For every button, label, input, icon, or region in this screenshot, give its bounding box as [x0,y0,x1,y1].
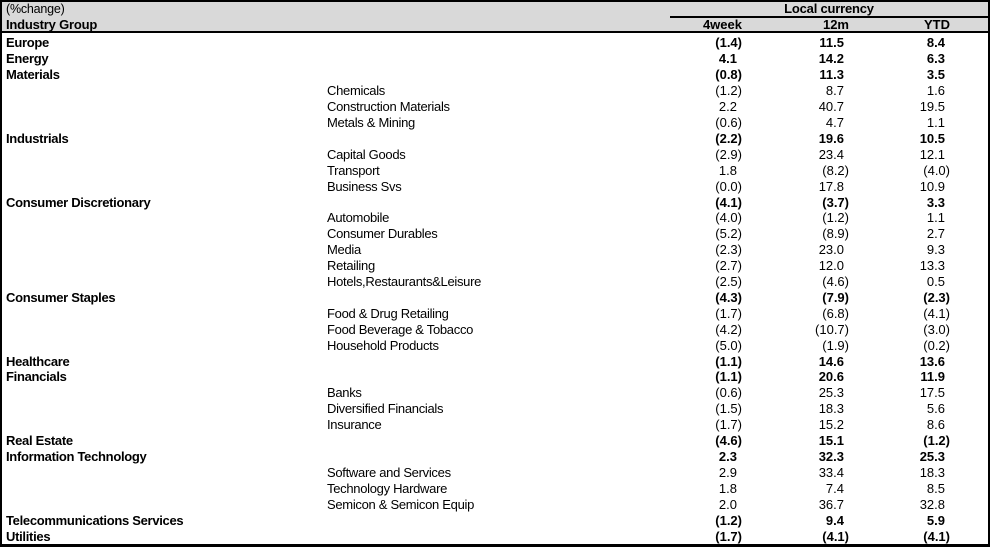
col-12m-cell: (8.9) [822,226,849,242]
col-ytd-cell: (3.0) [923,321,950,337]
col-ytd-cell: (4.1) [923,528,950,544]
table-body [2,35,988,544]
col-ytd-cell: 32.8 [919,496,945,512]
industry-group-cell: Industrials [6,130,69,146]
column-headers [670,18,988,33]
col-ytd-cell: 1.1 [926,114,945,130]
industry-group-header: Industry Group [6,17,98,32]
col-4week-cell: (1.7) [715,528,742,544]
subsector-cell: Consumer Durables [327,226,438,242]
col-ytd-cell: (4.1) [923,305,950,321]
col-ytd-cell: 8.5 [926,480,945,496]
col-ytd-cell: 25.3 [919,449,945,465]
table-row [2,242,988,258]
table-row [2,305,988,321]
col-header-12m: 12m [822,17,849,32]
table-row [2,226,988,242]
table-row [2,274,988,290]
col-ytd-cell: 5.9 [926,512,945,528]
col-ytd-cell: (1.2) [923,433,950,449]
col-4week-cell: (0.8) [715,67,742,83]
col-12m-cell: (7.9) [822,289,849,305]
table-row [2,67,988,83]
col-4week-cell: (0.6) [715,385,742,401]
header-right [670,2,988,31]
col-ytd-cell: 3.5 [926,67,945,83]
col-4week-cell: (5.0) [715,337,742,353]
subsector-cell: Automobile [327,210,390,226]
col-ytd-cell: 0.5 [926,274,945,290]
col-12m-cell: 20.6 [818,369,844,385]
col-12m-cell: 32.3 [818,449,844,465]
col-4week-cell: 2.9 [718,464,737,480]
subsector-cell: Technology Hardware [327,480,448,496]
industry-group-cell: Energy [6,51,49,67]
col-ytd-cell: 5.6 [926,401,945,417]
col-ytd-cell: 8.4 [926,35,945,51]
col-12m-cell: 15.1 [818,433,844,449]
col-4week-cell: 1.8 [718,480,737,496]
subsector-cell: Chemicals [327,83,385,99]
subsector-cell: Transport [327,162,380,178]
table-row [2,417,988,433]
industry-group-cell: Consumer Discretionary [6,194,151,210]
table-row [2,99,988,115]
col-12m-cell: 12.0 [818,258,844,274]
table-row [2,353,988,369]
subsector-cell: Semicon & Semicon Equip [327,496,475,512]
industry-group-cell: Financials [6,369,67,385]
col-12m-cell: (6.8) [822,305,849,321]
col-12m-cell: (10.7) [815,321,849,337]
col-ytd-cell: 3.3 [926,194,945,210]
col-12m-cell: 25.3 [818,385,844,401]
col-12m-cell: 17.8 [818,178,844,194]
subsector-cell: Insurance [327,417,382,433]
industry-group-cell: Real Estate [6,433,73,449]
col-4week-cell: (1.7) [715,417,742,433]
col-4week-cell: (1.1) [715,353,742,369]
col-12m-cell: 14.6 [818,353,844,369]
table-row [2,83,988,99]
col-12m-cell: 19.6 [818,130,844,146]
col-4week-cell: 1.8 [718,162,737,178]
col-4week-cell: (0.6) [715,114,742,130]
col-4week-cell: (1.2) [715,512,742,528]
subsector-cell: Construction Materials [327,99,450,115]
subsector-cell: Food & Drug Retailing [327,305,449,321]
table-row [2,290,988,306]
col-12m-cell: 14.2 [818,51,844,67]
col-12m-cell: 7.4 [825,480,844,496]
col-12m-cell: 33.4 [818,464,844,480]
col-12m-cell: 23.0 [818,242,844,258]
pct-change-label: (%change) [6,2,65,16]
col-ytd-cell: 10.5 [919,130,945,146]
industry-group-cell: Information Technology [6,449,147,465]
subsector-cell: Diversified Financials [327,401,444,417]
col-4week-cell: (4.3) [715,289,742,305]
table-row [2,528,988,544]
col-ytd-cell: 17.5 [919,385,945,401]
col-ytd-cell: 1.1 [926,210,945,226]
subsector-cell: Capital Goods [327,146,406,162]
table-row [2,51,988,67]
table-row [2,449,988,465]
col-ytd-cell: 8.6 [926,417,945,433]
industry-group-cell: Utilities [6,528,51,544]
table-row [2,178,988,194]
industry-group-cell: Healthcare [6,353,70,369]
col-ytd-cell: 9.3 [926,242,945,258]
col-ytd-cell: 11.9 [920,369,945,385]
table-row [2,464,988,480]
industry-group-cell: Consumer Staples [6,289,116,305]
col-12m-cell: 9.4 [825,512,844,528]
subsector-cell: Banks [327,385,362,401]
col-4week-cell: (1.7) [715,305,742,321]
col-12m-cell: (3.7) [822,194,849,210]
table-row [2,194,988,210]
table-row [2,321,988,337]
table-row [2,512,988,528]
col-4week-cell: (4.1) [715,194,742,210]
table-row [2,433,988,449]
table-row [2,496,988,512]
header-spacer [950,18,988,33]
col-header-4week: 4week [702,17,742,32]
table-row [2,115,988,131]
subsector-cell: Food Beverage & Tobacco [327,321,474,337]
col-4week-cell: (1.2) [715,83,742,99]
col-ytd-cell: (0.2) [923,337,950,353]
col-4week-cell: (2.3) [715,242,742,258]
col-12m-cell: (8.2) [822,162,849,178]
col-4week-cell: (4.0) [715,210,742,226]
subsector-cell: Hotels,Restaurants&Leisure [327,274,482,290]
table-row [2,401,988,417]
col-ytd-cell: 18.3 [919,464,945,480]
col-ytd-cell: (4.0) [923,162,950,178]
table-row [2,146,988,162]
local-currency-header: Local currency [670,2,988,18]
col-4week-cell: (4.6) [715,433,742,449]
subsector-cell: Media [327,242,361,258]
industry-group-cell: Telecommunications Services [6,512,184,528]
table-row [2,337,988,353]
col-4week-cell: (2.7) [715,258,742,274]
subsector-cell: Household Products [327,337,439,353]
col-ytd-cell: 12.1 [919,146,945,162]
col-4week-cell: 2.0 [718,496,737,512]
col-ytd-cell: 19.5 [919,99,945,115]
col-4week-cell: (5.2) [715,226,742,242]
col-ytd-cell: 2.7 [926,226,945,242]
col-header-ytd: YTD [924,17,950,32]
col-4week-cell: (2.2) [715,130,742,146]
col-4week-cell: 2.3 [718,449,737,465]
col-4week-cell: (2.9) [715,146,742,162]
table-row [2,162,988,178]
table-row [2,210,988,226]
table-row [2,369,988,385]
col-ytd-cell: 10.9 [919,178,945,194]
table-row [2,480,988,496]
col-4week-cell: (1.1) [715,369,742,385]
table-header [2,2,988,33]
table-row [2,35,988,51]
col-12m-cell: 4.7 [825,114,844,130]
industry-group-cell: Europe [6,35,49,51]
col-12m-cell: (1.9) [822,337,849,353]
header-left [2,2,97,32]
col-12m-cell: 18.3 [818,401,844,417]
col-ytd-cell: 13.6 [919,353,945,369]
col-4week-cell: (4.2) [715,321,742,337]
col-12m-cell: 23.4 [818,146,844,162]
subsector-cell: Business Svs [327,178,402,194]
col-12m-cell: 15.2 [818,417,844,433]
col-12m-cell: 40.7 [818,99,844,115]
table-row [2,385,988,401]
subsector-cell: Software and Services [327,464,451,480]
col-12m-cell: 11.5 [819,35,844,51]
col-4week-cell: (1.4) [715,35,742,51]
industry-group-cell: Materials [6,67,60,83]
col-12m-cell: 36.7 [818,496,844,512]
col-ytd-cell: 1.6 [926,83,945,99]
col-ytd-cell: 6.3 [926,51,945,67]
col-4week-cell: (2.5) [715,274,742,290]
col-4week-cell: (1.5) [715,401,742,417]
col-12m-cell: (4.1) [822,528,849,544]
col-12m-cell: 11.3 [819,67,844,83]
table-row [2,130,988,146]
subsector-cell: Metals & Mining [327,114,415,130]
col-ytd-cell: (2.3) [923,289,950,305]
col-12m-cell: 8.7 [825,83,844,99]
col-ytd-cell: 13.3 [919,258,945,274]
col-4week-cell: 4.1 [718,51,737,67]
table-row [2,258,988,274]
col-4week-cell: 2.2 [718,99,737,115]
col-12m-cell: (4.6) [822,274,849,290]
col-12m-cell: (1.2) [822,210,849,226]
col-4week-cell: (0.0) [715,178,742,194]
subsector-cell: Retailing [327,258,375,274]
